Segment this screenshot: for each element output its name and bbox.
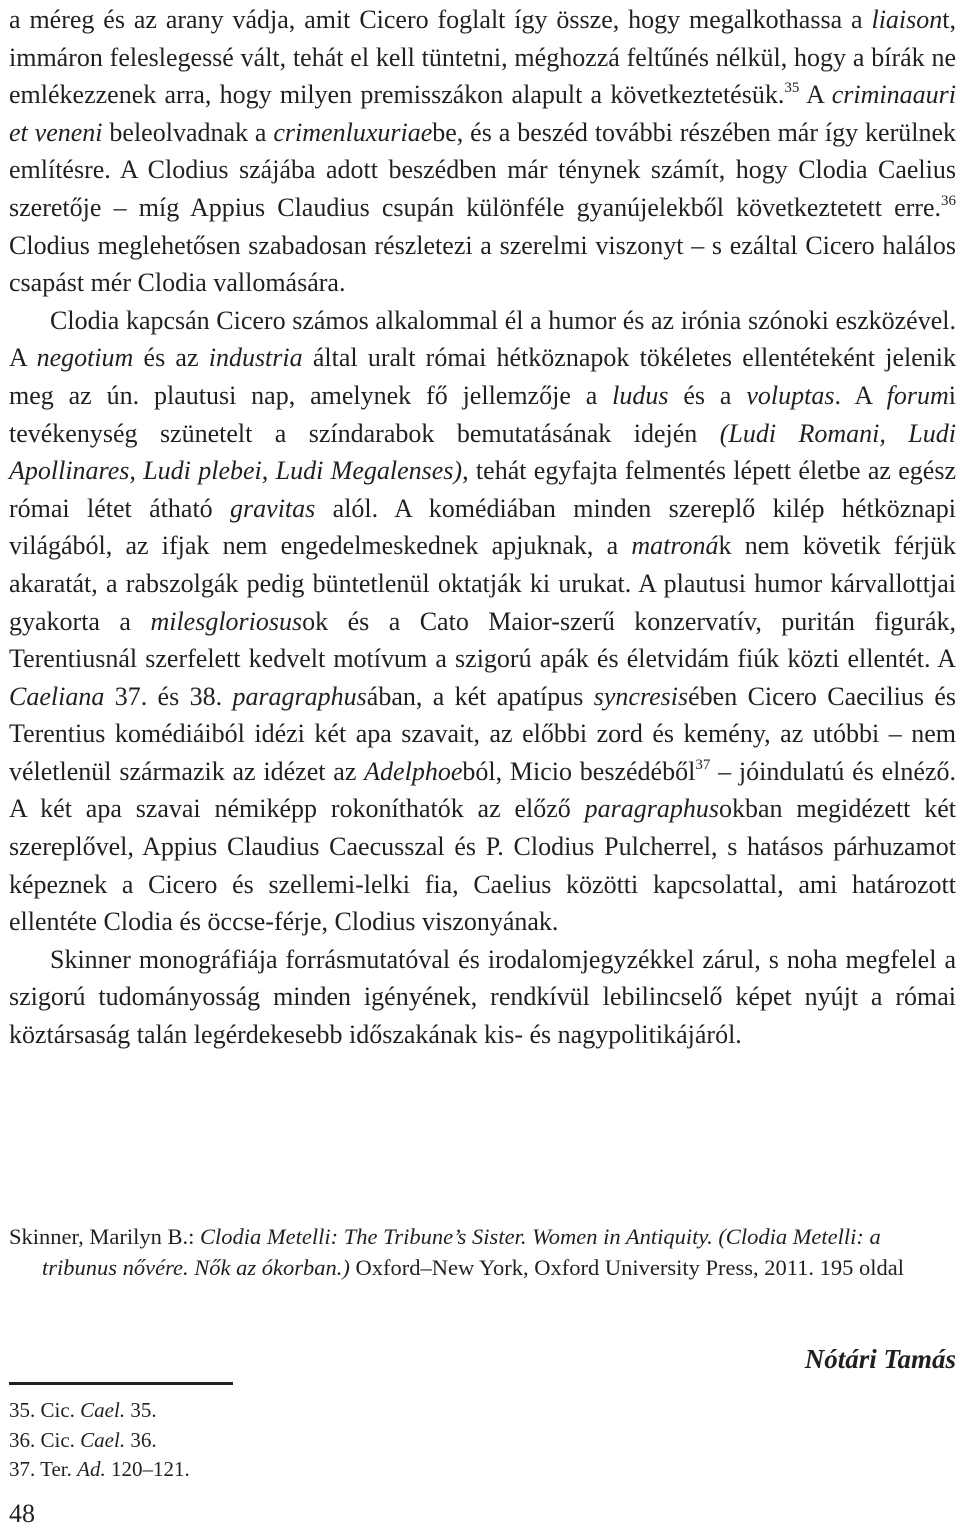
italic-term: paragraphus [232,681,367,711]
italic-term: negotium [36,343,134,373]
text-span: ból, Micio beszédéből [462,756,696,786]
footnote-italic: Ad. [77,1457,106,1481]
footnote-ref-37: 37 [695,756,711,773]
italic-term: Adelphoe [364,756,463,786]
footnote-text: 35. Cic. [9,1398,81,1422]
footnote-ref-36: 36 [941,192,956,209]
text-span: által uralt római hétköznapok tökéletes ellentéteként jelenik meg az ún. plautusi nap, amelynek fő jellemzője a [9,343,956,410]
text-span: Clodia kapcsán Cicero számos alkalommal él a humor és az irónia szónoki eszközével. A [9,305,956,373]
review-citation [9,1222,956,1283]
signature: Nótári Tamás [804,1344,956,1374]
text-span: ában, a két apatípus [366,681,594,711]
text-span: ében Cicero Caecilius és Terentius komédiáiból idézi két apa szavait, az előbbi zord és kemény, az utóbbi – nem véletlenül származik az idézet az [9,681,956,786]
review-title: Clodia Metelli: The Tribune’s Sister. Women in Antiquity. (Clodia Metelli: a tribunus nővére. Nők az ókorban.) [42,1224,881,1280]
text-span: a méreg és az arany vádja, amit Cicero foglalt így össze, hogy megalkothassa a [9,5,872,34]
paragraph-3 [9,941,956,1054]
italic-term: forum [886,380,949,410]
text-span: okban megidézett két szereplővel, Appius Claudius Caecusszal és P. Clodius Pulcherrel, s hatásos párhuzamot képeznek a Cicero és szellemi-lelki fia, Caelius közötti kapcsolattal, ami határozott ellentéte Clodia és öccse-férje, Clodius viszonyának. [9,794,956,937]
text-span: . A [834,380,887,410]
footnote-35 [9,1396,190,1426]
italic-term: criminaauri et veneni [9,80,956,147]
italic-term: Caeliana [9,681,105,711]
text-span: 37. és 38. [104,681,233,711]
text-span: – jóindulatú és elnéző. A két apa szavai némiképp rokoníthatók az előző [9,756,956,824]
italic-term: paragraphus [584,794,719,824]
text-span: és az [133,343,209,373]
footnote-divider [9,1382,233,1385]
footnote-text: 36. [125,1427,157,1452]
footnote-37 [9,1455,190,1485]
text-span: , tehát egyfajta felmentés lépett életbe az egész római létet átható [9,456,957,523]
italic-term: gravitas [230,493,316,523]
italic-term: (Ludi Romani, Ludi Apollinares, Ludi plebei, Ludi Megalenses) [9,418,956,486]
page-number: 48 [9,1499,35,1528]
main-text [9,1,956,1054]
text-span: k nem követik férjük akaratát, a rabszolgák pedig büntetlenül oktatják ki urukat. A plautusi humor kárvallottjai gyakorta a [9,531,956,636]
text-span: ok és a Cato Maior-szerű konzervatív, puritán figurák, Terentiusnál szerfelett kedvelt motívum a szigorú apák és életvidám fiúk közti ellentét. A [9,606,956,674]
text-span: Clodius meglehetősen szabadosan részletezi a szerelmi viszonyt – s ezáltal Cicero halálos csapást mér Clodia vallomására. [9,230,956,298]
text-span: alól. A komédiában minden szereplő kilép hétköznapi világából, az ifjak nem engedelmeskednek apjuknak, a [9,493,956,561]
italic-term: syncresis [593,681,689,711]
footnote-text: 35. [125,1398,157,1422]
italic-term: milesgloriosus [150,606,303,636]
footnote-36 [9,1426,190,1456]
italic-term: industria [208,343,303,373]
text-span: és a [668,380,747,410]
text-span: t, immáron feleslegessé vált, tehát el kell tüntetni, méghozzá feltűnés nélkül, hogy a bírák ne emlékezzenek arra, hogy milyen premisszákon alapult a következtetésük. [9,5,956,110]
footnotes [9,1396,190,1485]
paragraph-1 [9,1,956,302]
footnote-text: 120–121. [105,1457,190,1481]
footnote-text: 37. Ter. [9,1457,78,1481]
footnote-text: 36. Cic. [9,1427,81,1452]
text-span: beleolvadnak a [102,117,274,147]
review-author: Skinner, Marilyn B.: [9,1224,195,1249]
text-span: i tevékenység szünetelt a színdarabok bemutatásának idején [9,380,956,448]
paragraph-2 [9,302,956,941]
italic-term: matroná [631,531,719,561]
italic-term: voluptas [746,380,835,410]
italic-term: crimenluxuriae [273,117,433,147]
text-span: be, és a beszéd további részében már így kerülnek említésre. A Clodius szájába adott beszédben már ténynek számít, hogy Clodia Caelius szeretője – míg Appius Claudius csupán különféle gyanújelekből következtetett erre. [9,117,956,222]
footnote-ref-35: 35 [784,80,800,97]
review-publisher: Oxford–New York, Oxford University Press, 2011. 195 oldal [349,1254,905,1280]
italic-term: ludus [612,380,669,410]
text-span: Skinner monográfiája forrásmutatóval és irodalomjegyzékkel zárul, s noha megfelel a szigorú tudományosság minden igényének, rendkívül lebilincselő képet nyújt a római köztársaság talán legérdekesebb időszakának kis- és nagypolitikájáról. [9,944,956,1050]
footnote-italic: Cael. [80,1398,126,1422]
text-span: A [799,80,832,110]
footnote-italic: Cael. [80,1427,126,1452]
italic-term: liaison [871,5,943,34]
